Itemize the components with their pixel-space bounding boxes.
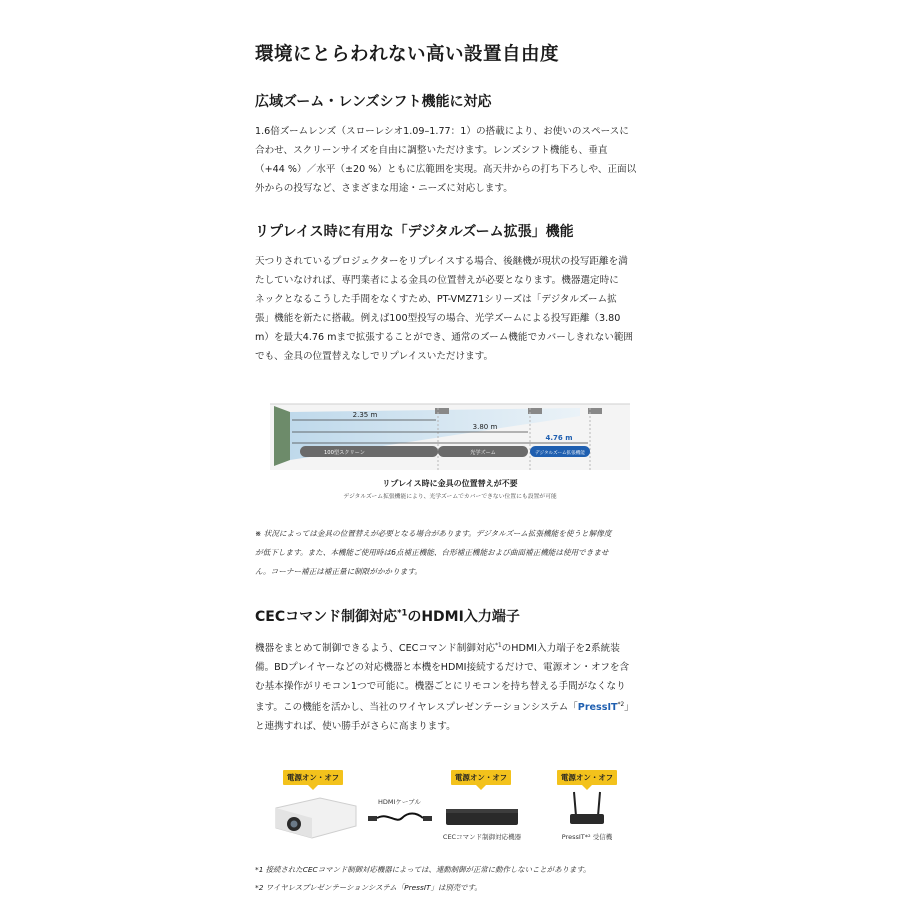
section-body-cec [255, 637, 655, 736]
digital-zoom-label: デジタルズーム拡張機能 [535, 451, 585, 456]
projector-image [270, 796, 360, 842]
footnotes [255, 861, 675, 897]
diagram-caption-title: リプレイス時に金具の位置替えが不要 [382, 479, 518, 488]
text-run: 機器をまとめて制御できるよう、CECコマンド制御対応 [255, 643, 496, 655]
text-line [255, 696, 655, 717]
note-line: ※ 状況によっては金具の位置替えが必要となる場合があります。デジタルズーム拡張機能を使うと解像度 [255, 529, 612, 538]
throw-distance-diagram [270, 400, 630, 475]
text-line: でも、金具の位置替えなしでリプレイスいただけます。 [255, 351, 494, 362]
power-label-receiver: 電源オン・オフ [557, 770, 617, 785]
hdmi-cable-label: HDMIケーブル [378, 798, 421, 806]
section-heading-zoom: 広域ズーム・レンズシフト機能に対応 [255, 94, 492, 110]
text-line: 1.6倍ズームレンズ（スローレシオ1.09–1.77：1）の搭載により、お使いのスペースに [255, 126, 629, 137]
screen-icon [274, 406, 290, 466]
section-body-zoom [255, 122, 655, 198]
footnote-2: *2 ワイヤレスプレゼンテーションシステム「PressIT」は別売です。 [255, 883, 482, 892]
text-line: と連携すれば、使い勝手がさらに高まります。 [255, 721, 456, 733]
diagram-caption-sub: デジタルズーム拡張機能により、光学ズームでカバーできない位置にも設置が可能 [343, 494, 557, 500]
footnote-ref: *1 [397, 607, 408, 618]
projector-1 [435, 408, 449, 414]
hdmi-cable [366, 810, 434, 824]
footnote-ref: *1 [495, 643, 502, 649]
heading-text: CECコマンド制御対応 [255, 609, 398, 625]
text-run: ます。この機能を活かし、当社のワイヤレスプレゼンテーションシステム「 [255, 702, 578, 714]
text-line: 合わせ、スクリーンサイズを自由に調整いただけます。レンズシフト機能も、垂直 [255, 145, 608, 156]
footnote-1: *1 接続されたCECコマンド制御対応機器によっては、連動制御が正常に動作しないことがあります。 [255, 865, 591, 874]
throw-distance-illustration [270, 400, 630, 475]
text-run: 」 [624, 702, 634, 714]
distance-label-1: 2.35 m [352, 411, 378, 419]
text-line: 備。BDプレイヤーなどの対応機器と本機をHDMI接続するだけで、電源オン・オフを含 [255, 662, 630, 674]
screen-bar [300, 446, 438, 457]
distance-label-3: 4.76 m [545, 434, 573, 442]
text-run: のHDMI入力端子を2系統装 [501, 643, 620, 655]
screen-label: 100型スクリーン [324, 450, 365, 456]
text-line [255, 637, 655, 658]
heading-text: のHDMI入力端子 [407, 609, 520, 625]
cec-device-label: CECコマンド制御対応機器 [442, 833, 522, 841]
cec-device-image [444, 803, 520, 829]
power-label-device: 電源オン・オフ [451, 770, 511, 785]
projector-icon [270, 796, 360, 842]
text-line: たしていなければ、専門業者による金具の位置替えが必要となります。機器選定時に [255, 275, 619, 286]
footnote-ref: *2 [617, 702, 625, 709]
receiver-image [564, 790, 610, 828]
note-line: ん。コーナー補正は補正量に制限がかかります。 [255, 567, 422, 576]
distance-label-2: 3.80 m [472, 423, 498, 431]
pressit-receiver-icon [564, 790, 610, 828]
replacement-note [255, 524, 675, 581]
section-heading-digital-zoom: リプレイス時に有用な「デジタルズーム拡張」機能 [255, 224, 574, 240]
text-line: （+44 %）／水平（±20 %）ともに広範囲を実現。高天井からの打ち下ろしや、正面以 [255, 164, 637, 175]
hdmi-cable-icon [366, 811, 434, 825]
text-line: m）を最大4.76 mまで拡張することができ、通常のズーム機能でカバーしきれない範囲 [255, 332, 634, 343]
page-title: 環境にとらわれない高い設置自由度 [255, 44, 560, 65]
note-line: が低下します。また、本機能ご使用時は6点補正機能、台形補正機能および曲面補正機能は使用できませ [255, 548, 609, 557]
cec-device-icon [444, 803, 520, 829]
receiver-label: PressIT*² 受信機 [561, 833, 613, 841]
section-body-digital-zoom [255, 252, 655, 366]
text-line: む基本操作がリモコン1つで可能に。機器ごとにリモコンを持ち替える手間がなくなり [255, 681, 626, 693]
text-line: ネックとなるこうした手間をなくすため、PT-VMZ71シリーズは「デジタルズーム拡 [255, 294, 617, 305]
optical-zoom-label: 光学ズーム [470, 450, 496, 456]
pressit-brand: PressIT [577, 702, 618, 714]
text-line: 天つりされているプロジェクターをリプレイスする場合、後継機が現状の投写距離を満 [255, 256, 628, 267]
text-line: 外からの投写など、さまざまな用途・ニーズに対応します。 [255, 183, 513, 194]
power-label-projector: 電源オン・オフ [283, 770, 343, 785]
text-line: 張」機能を新たに搭載。例えば100型投写の場合、光学ズームによる投写距離（3.80 [255, 313, 621, 324]
section-heading-cec [255, 606, 520, 626]
